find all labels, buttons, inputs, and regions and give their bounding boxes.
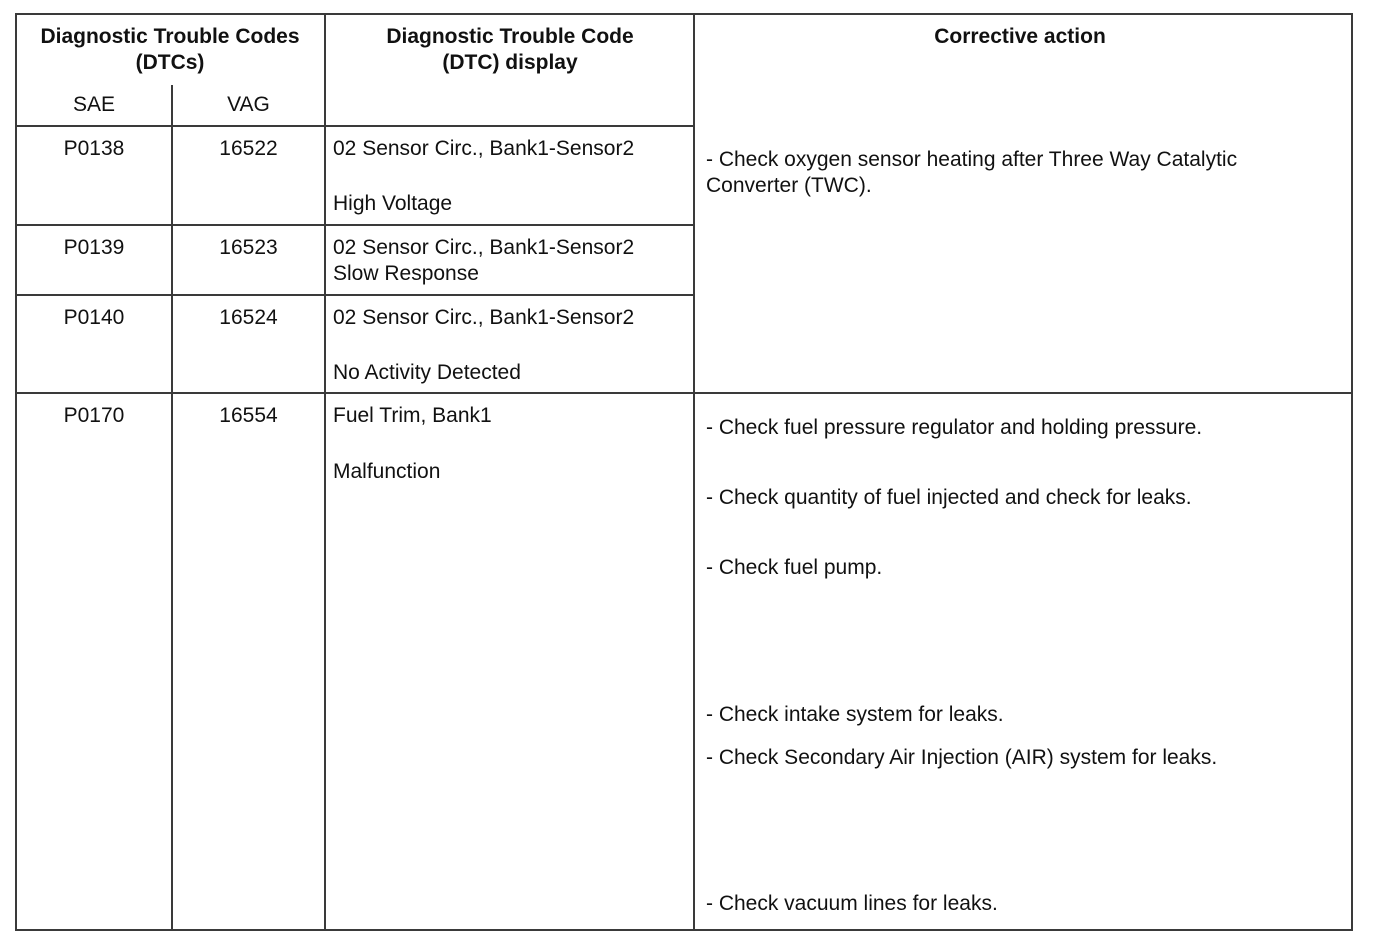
dtcs-header: Diagnostic Trouble Codes (DTCs) bbox=[40, 25, 300, 74]
dtc-display-line2: Malfunction bbox=[333, 460, 441, 483]
oxygen-corrective-action: - Check oxygen sensor heating after Three Way Catalytic Converter (TWC). bbox=[706, 148, 1238, 197]
sae-vag-divider bbox=[171, 85, 173, 931]
table-top-border bbox=[15, 13, 1353, 15]
vag-header: VAG bbox=[227, 93, 270, 116]
vag-code: 16524 bbox=[219, 306, 278, 329]
dtc-display-line2: No Activity Detected bbox=[333, 361, 521, 384]
row-divider-p0138 bbox=[15, 224, 694, 226]
fuel-action-item: - Check intake system for leaks. bbox=[706, 703, 1004, 726]
vag-code: 16554 bbox=[219, 404, 278, 427]
sae-code: P0138 bbox=[63, 137, 125, 160]
dtc-display-line2: Slow Response bbox=[333, 262, 479, 285]
fuel-action-item: - Check fuel pump. bbox=[706, 556, 883, 579]
fuel-action-item: - Check vacuum lines for leaks. bbox=[706, 892, 998, 915]
fuel-action-item: - Check fuel pressure regulator and holding pressure. bbox=[706, 416, 1203, 439]
dtc-display-line1: Fuel Trim, Bank1 bbox=[333, 404, 492, 427]
sae-code: P0170 bbox=[63, 404, 125, 427]
table-right-border bbox=[1351, 13, 1353, 931]
sae-code: P0139 bbox=[63, 236, 125, 259]
display-header: Diagnostic Trouble Code (DTC) display bbox=[386, 25, 634, 74]
table-bottom-border bbox=[15, 929, 1353, 931]
dtc-display-line1: 02 Sensor Circ., Bank1-Sensor2 bbox=[333, 306, 635, 329]
fuel-action-item: - Check quantity of fuel injected and check for leaks. bbox=[706, 486, 1192, 509]
dtc-display-line2: High Voltage bbox=[333, 192, 453, 215]
header-bottom-border bbox=[15, 125, 694, 127]
sae-code: P0140 bbox=[63, 306, 125, 329]
action-header: Corrective action bbox=[934, 25, 1106, 48]
vag-code: 16523 bbox=[219, 236, 278, 259]
display-action-divider bbox=[693, 13, 695, 931]
group-divider bbox=[15, 392, 1353, 394]
dtc-display-line1: 02 Sensor Circ., Bank1-Sensor2 bbox=[333, 137, 635, 160]
fuel-action-item: - Check Secondary Air Injection (AIR) system for leaks. bbox=[706, 746, 1218, 769]
sae-header: SAE bbox=[72, 93, 116, 116]
codes-display-divider bbox=[324, 13, 326, 931]
vag-code: 16522 bbox=[219, 137, 278, 160]
row-divider-p0139 bbox=[15, 294, 694, 296]
dtc-display-line1: 02 Sensor Circ., Bank1-Sensor2 bbox=[333, 236, 635, 259]
